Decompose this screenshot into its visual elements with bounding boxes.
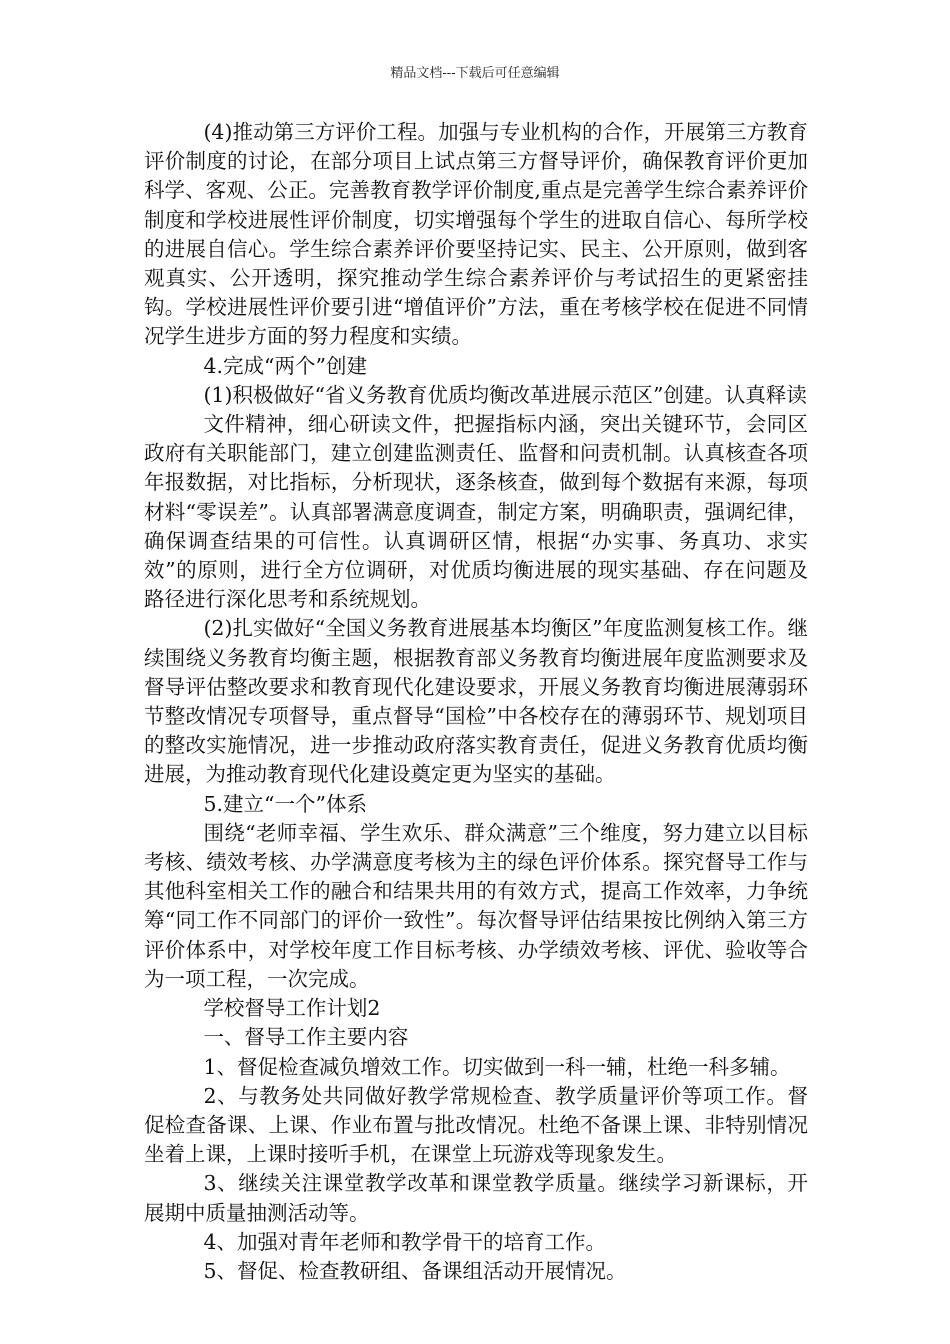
section-title-plan-2: 学校督导工作计划2 (203, 996, 381, 1021)
document-body (144, 118, 808, 1286)
list-item-4: 4、加强对青年老师和教学骨干的培育工作。 (203, 1229, 606, 1254)
paragraph-demo-zone: (1)积极做好“省义务教育优质均衡改革进展示范区”创建。认真释读 (203, 382, 807, 407)
heading-one-system: 5.建立“一个”体系 (203, 791, 367, 816)
heading-main-content: 一、督导工作主要内容 (203, 1025, 409, 1050)
list-item-2: 2、与教务处共同做好教学常规检查、教学质量评价等项工作。督促检查备课、上课、作业布置与批改情况。杜绝不备课上课、非特别情况坐着上课，上课时接听手机，在课堂上玩游戏等现象发生。 (144, 1083, 808, 1167)
heading-two-creations: 4.完成“两个”创建 (203, 353, 367, 378)
list-item-5: 5、督促、检查教研组、备课组活动开展情况。 (203, 1258, 627, 1283)
paragraph-third-party-evaluation: (4)推动第三方评价工程。加强与专业机构的合作，开展第三方教育评价制度的讨论，在部分项目上试点第三方督导评价，确保教育评价更加科学、客观、公正。完善教育教学评价制度,重点是完善学生综合素养评价制度和学校进展性评价制度，切实增强每个学生的进取自信心、每所学校的进展自信心。学生综合素养评价要坚持记实、民主、公开原则，做到客观真实、公开透明，探究推动学生综合素养评价与考试招生的更紧密挂钩。学校进展性评价要引进“增值评价”方法，重在考核学校在促进不同情况学生进步方面的努力程度和实绩。 (144, 120, 808, 349)
page-header: 精品文档---下载后可任意编辑 (390, 66, 560, 81)
paragraph-document-spirit: 文件精神，细心研读文件，把握指标内涵，突出关键环节，会同区政府有关职能部门，建立创建监测责任、监督和问责机制。认真核查各项年报数据，对比指标，分析现状，逐条核查，做到每个数据有来源，每项材料“零误差”。认真部署满意度调查，制定方案，明确职责，强调纪律，确保调查结果的可信性。认真调研区情，根据“办实事、务真功、求实效”的原则，进行全方位调研，对优质均衡进展的现实基础、存在问题及路径进行深化思考和系统规划。 (144, 412, 808, 612)
list-item-3: 3、继续关注课堂教学改革和课堂教学质量。继续学习新课标，开展期中质量抽测活动等。 (144, 1171, 808, 1225)
paragraph-green-evaluation: 围绕“老师幸福、学生欢乐、群众满意”三个维度，努力建立以目标考核、绩效考核、办学满意度考核为主的绿色评价体系。探究督导工作与其他科室相关工作的融合和结果共用的有效方式，提高工作效率，力争统筹“同工作不同部门的评价一致性”。每次督导评估结果按比例纳入第三方评价体系中，对学校年度工作目标考核、办学绩效考核、评优、验收等合为一项工程，一次完成。 (144, 820, 808, 991)
paragraph-balanced-zone-review: (2)扎实做好“全国义务教育进展基本均衡区”年度监测复核工作。继续围绕义务教育均衡主题，根据教育部义务教育均衡进展年度监测要求及督导评估整改要求和教育现代化建设要求，开展义务教育均衡进展薄弱环节整改情况专项督导，重点督导“国检”中各校存在的薄弱环节、规划项目的整改实施情况，进一步推动政府落实教育责任，促进义务教育优质均衡进展，为推动教育现代化建设奠定更为坚实的基础。 (144, 616, 808, 787)
list-item-1: 1、督促检查减负增效工作。切实做到一科一辅，杜绝一科多辅。 (203, 1054, 791, 1079)
